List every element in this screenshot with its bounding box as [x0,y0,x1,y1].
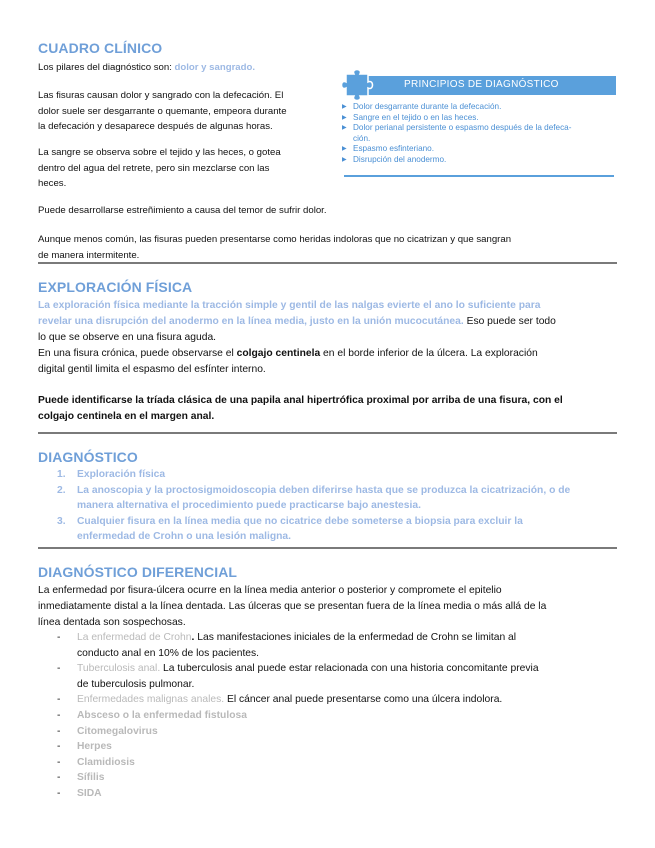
diferencial-paragraph: La enfermedad por fisura-úlcera ocurre en la línea media anterior o posterior y compromete el epitelio inmediatamente distal a la línea dentada. Las úlceras que se presentan fuera de la línea media o más allá de la línea dentada son sospechosas. [38,585,547,628]
exploracion-paragraph: La exploración física mediante la tracción simple y gentil de las nalgas evierte el ano lo suficiente para revelar una disrupción del anodermo en la línea media, justo en la unión mucocutánea. Eso puede ser todo lo que se observe en una fisura aguda. En una fisura crónica, puede observarse el colgajo centinela en el borde inferior de la úlcera. La exploración digital gentil limita el espasmo del esfínter interno. [38,300,556,375]
diferencial-item-malignas: - Enfermedades malignas anales. El cáncer anal puede presentarse como una úlcera indolora. [57,694,503,706]
cuadro-paragraph-1: Las fisuras causan dolor y sangrado con la defecación. El dolor suele ser desgarrante o quemante, empeora durante la defecación y desaparece después de algunas horas. [38,90,287,132]
diagnostico-item: 2. La anoscopia y la proctosigmoidoscopia deben diferirse hasta que se produzca la cicatrización, o de manera alternativa el procedimiento puede practicarse bajo anestesia. [57,484,571,511]
cuadro-clinico-heading: CUADRO CLÍNICO [38,40,163,56]
diferencial-item-herpes: - Herpes [57,741,112,753]
cuadro-paragraph-3: Puede desarrollarse estreñimiento a causa del temor de sufrir dolor. [38,205,327,216]
diferencial-item-absceso: - Absceso o la enfermedad fistulosa [57,709,247,721]
diferencial-item-citomegalovirus: - Citomegalovirus [57,725,158,737]
diferencial-item-sida: - SIDA [57,787,102,799]
diagnostico-heading: DIAGNÓSTICO [38,449,138,465]
principio-item: ▶ Disrupción del anodermo. [342,155,612,166]
exploracion-heading: EXPLORACIÓN FÍSICA [38,279,193,295]
principio-item-continuation: ción. [353,133,371,143]
cuadro-paragraph-4: Aunque menos común, las fisuras pueden presentarse como heridas indoloras que no cicatrizan y que sangran de manera intermitente. [38,234,512,261]
diferencial-heading: DIAGNÓSTICO DIFERENCIAL [38,564,238,580]
principio-item: ▶ Espasmo esfinteriano. [342,144,612,155]
principio-item: ▶ Dolor perianal persistente o espasmo después de la defeca- [342,123,612,134]
principios-bottom-rule [344,175,614,177]
diferencial-item-crohn: - La enfermedad de Crohn. Las manifestaciones iniciales de la enfermedad de Crohn se limitan al conducto anal en 10% de los pacientes. [57,632,517,659]
diferencial-item-sifilis: - Sífilis [57,772,105,784]
diferencial-item-clamidiosis: - Clamidiosis [57,756,135,768]
principios-title: PRINCIPIOS DE DIAGNÓSTICO [404,79,559,90]
diferencial-list [57,630,617,802]
puzzle-icon [338,64,378,102]
principios-box [338,76,618,180]
principio-item: ▶ Sangre en el tejido o en las heces. [342,113,612,124]
principio-item: ▶ Dolor desgarrante durante la defecación. [342,102,612,113]
section-divider [38,432,617,434]
cuadro-paragraph-2: La sangre se observa sobre el tejido y las heces, o gotea dentro del agua del retrete, pero sin mezclarse con las heces. [38,147,281,189]
diagnostico-list [57,467,617,545]
section-divider [38,262,617,264]
exploracion-triada: Puede identificarse la tríada clásica de una papila anal hipertrófica proximal por arriba de una fisura, con el colgajo centinela en el margen anal. [38,395,563,422]
cuadro-intro: Los pilares del diagnóstico son: dolor y sangrado. [38,62,256,73]
principios-list [342,102,612,166]
diagnostico-item: 1. Exploración física [57,469,166,480]
section-divider [38,547,617,549]
diagnostico-item: 3. Cualquier fisura en la línea media que no cicatrice debe someterse a biopsia para excluir la enfermedad de Crohn o una lesión maligna. [57,515,523,542]
principios-banner [348,76,616,95]
diferencial-item-tuberculosis: - Tuberculosis anal. La tuberculosis anal puede estar relacionada con una historia concomitante previa de tuberculosis pulmonar. [57,663,539,690]
